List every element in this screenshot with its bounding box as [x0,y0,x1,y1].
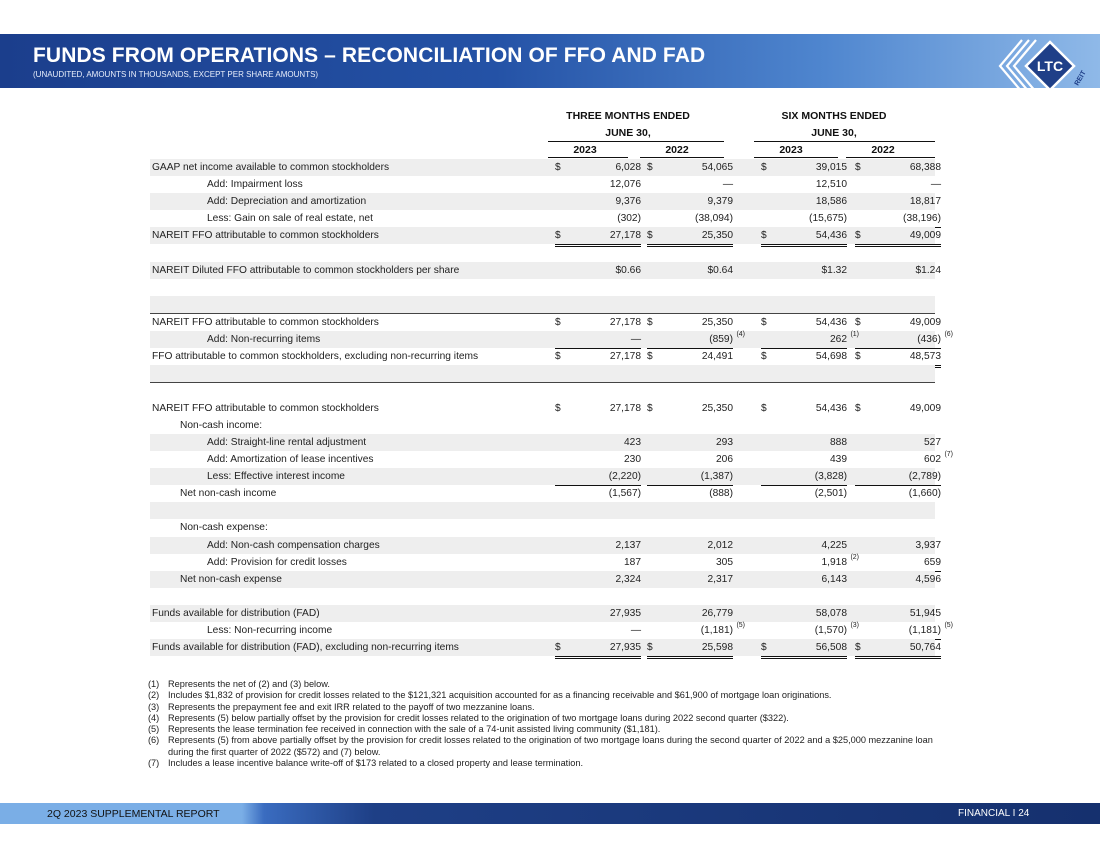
table-row [150,434,941,451]
currency-symbol: $ [647,642,653,653]
currency-symbol: $ [761,162,767,173]
table-cell [855,176,941,193]
row-label: Less: Non-recurring income [207,625,333,636]
three-months-rule [548,141,724,142]
currency-symbol: $ [761,230,767,241]
row-label: Funds available for distribution (FAD), excluding non-recurring items [152,642,459,653]
cell-value: 49,009 [909,403,941,414]
cell-value: (859) [709,334,733,345]
table-row [150,314,941,331]
cell-value: 25,350 [701,403,733,414]
currency-symbol: $ [761,642,767,653]
page-subtitle: (UNAUDITED, AMOUNTS IN THOUSANDS, EXCEPT PER SHARE AMOUNTS) [33,70,319,79]
row-label: Net non-cash expense [180,574,282,585]
svg-text:LTC: LTC [1036,58,1064,74]
cell-value: $1.32 [821,265,847,276]
table-cell [647,537,733,554]
footnote [148,690,936,701]
footnote [148,735,936,758]
table-cell [855,571,941,588]
cell-value: 24,491 [701,351,733,362]
table-cell [761,314,847,331]
page-title: FUNDS FROM OPERATIONS – RECONCILIATION OF FFO AND FAD [33,44,706,67]
spacer-row [150,365,935,383]
cell-value: — [930,179,941,190]
row-label: Non-cash expense: [180,522,268,533]
six-months-date: JUNE 30, [811,127,857,139]
footnote-tag: (2) [148,690,160,701]
table-row [150,605,941,622]
currency-symbol: $ [555,230,561,241]
cell-value: 27,178 [609,230,641,241]
table-row [150,331,953,348]
footnote [148,758,936,769]
table-cell [555,451,641,468]
row-label: Funds available for distribution (FAD) [152,608,320,619]
table-row [150,554,941,571]
row-label: NAREIT FFO attributable to common stockholders [152,403,379,414]
table-cell [555,314,641,331]
row-label: Net non-cash income [180,488,277,499]
cell-value: 187 [624,557,641,568]
table-row [150,519,935,536]
table-cell [855,434,941,451]
cell-value: 25,350 [701,230,733,241]
cell-value: 25,350 [701,317,733,328]
cell-value: 527 [924,437,941,448]
table-row [150,193,941,210]
currency-symbol: $ [855,403,861,414]
cell-value: 54,065 [701,162,733,173]
cell-value: (2,789) [908,471,941,482]
table-row [150,176,941,193]
cell-value: 439 [830,454,847,465]
table-cell [555,193,641,210]
currency-symbol: $ [855,317,861,328]
cell-value: 18,586 [815,196,847,207]
cell-value: 888 [830,437,847,448]
footnote-text: Represents (5) from above partially offset by the provision for credit losses related to the origination of two mortgage loans during the second quarter of 2022 and a $25,000 mezzanine loan during the first quarter of 2022 ($572) and (7) below. [168,735,933,757]
footnote-ref: (3) [850,622,859,629]
table-cell [855,639,941,659]
currency-symbol: $ [647,230,653,241]
cell-value: 27,935 [609,642,641,653]
table-row [150,537,941,554]
table-cell [647,262,733,279]
footnote-text: Represents the prepayment fee and exit IRR related to the payoff of two mezzanine loans. [168,701,535,712]
table-cell [555,210,641,228]
table-cell [855,193,941,210]
cell-value: 49,009 [909,317,941,328]
table-cell [761,400,847,417]
footnote-text: Includes a lease incentive balance write-off of $173 related to a closed property and lease termination. [168,758,584,769]
cell-value: 2,324 [615,574,641,585]
table-cell [761,210,847,228]
row-label: Add: Amortization of lease incentives [207,454,374,465]
table-cell [855,451,953,468]
six-months-header: SIX MONTHS ENDED [781,110,887,122]
table-cell [647,554,733,572]
cell-value: 54,436 [815,403,847,414]
footnotes [148,679,936,769]
report-name: 2Q 2023 SUPPLEMENTAL REPORT [47,808,220,820]
table-cell [647,159,733,176]
row-label: GAAP net income available to common stockholders [152,162,390,173]
cell-value: 49,009 [909,230,941,241]
table-cell [761,605,847,622]
table-cell [761,176,847,193]
cell-value: (15,675) [809,213,847,224]
cell-value: 51,945 [909,608,941,619]
table-cell [761,571,847,588]
cell-value: 206 [716,454,733,465]
cell-value: (38,094) [695,213,733,224]
currency-symbol: $ [555,351,561,362]
cell-value: 9,379 [707,196,733,207]
cell-value: 48,573 [909,351,941,362]
table-cell [647,622,745,640]
table-row [150,622,953,639]
table-cell [761,639,847,659]
cell-value: 4,225 [821,540,847,551]
cell-value: — [630,334,641,345]
cell-value: (38,196) [903,213,941,224]
three-months-header: THREE MONTHS ENDED [566,110,690,122]
currency-symbol: $ [761,351,767,362]
table-cell [761,331,859,349]
table-row [150,348,941,365]
cell-value: 1,918 [821,557,847,568]
row-label: Add: Impairment loss [207,179,303,190]
cell-value: 2,012 [707,540,733,551]
cell-value: 230 [624,454,641,465]
cell-value: 54,698 [815,351,847,362]
row-label: Add: Non-recurring items [207,334,321,345]
cell-value: 423 [624,437,641,448]
table-cell [555,537,641,554]
table-cell [647,485,733,502]
cell-value: 2,137 [615,540,641,551]
table-cell [855,331,953,349]
year-header: 2022 [871,144,895,156]
table-cell [647,400,733,417]
cell-value: 39,015 [815,162,847,173]
table-row [150,417,935,434]
footnote-tag: (4) [148,712,160,723]
footnote [148,713,936,724]
currency-symbol: $ [761,317,767,328]
cell-value: 25,598 [701,642,733,653]
table-cell [555,434,641,451]
cell-value: (1,570) [814,625,847,636]
table-cell [555,605,641,622]
currency-symbol: $ [555,642,561,653]
three-months-date: JUNE 30, [605,127,651,139]
table-row [150,262,941,279]
table-cell [761,622,859,640]
ltc-reit-logo [994,30,1094,102]
footnote-ref: (6) [944,331,953,338]
spacer-row [150,502,935,519]
currency-symbol: $ [647,351,653,362]
row-label: NAREIT FFO attributable to common stockholders [152,230,379,241]
row-label: Add: Depreciation and amortization [207,196,367,207]
year-header: 2023 [573,144,597,156]
cell-value: 305 [716,557,733,568]
table-cell [855,262,941,279]
footnote-tag: (6) [148,735,160,746]
table-cell [647,314,733,331]
row-label: NAREIT Diluted FFO attributable to common stockholders per share [152,265,460,276]
footnote-text: Includes $1,832 of provision for credit losses related to the $121,321 acquisition accounted for as a financing receivable and $61,900 of mortgage loan originations. [168,690,832,701]
table-cell [855,468,941,486]
table-cell [647,193,733,210]
year-rule [640,157,724,158]
table-cell [555,227,641,247]
table-cell [855,554,941,572]
table-cell [647,639,733,659]
table-cell [555,176,641,193]
table-cell [555,485,641,502]
table-cell [761,451,847,468]
currency-symbol: $ [855,351,861,362]
table-cell [761,434,847,451]
table-cell [555,571,641,588]
table-row [150,400,941,417]
currency-symbol: $ [647,317,653,328]
cell-value: (302) [617,213,641,224]
row-label: Less: Effective interest income [207,471,345,482]
svg-text:REIT: REIT [1073,69,1088,87]
cell-value: (2,501) [814,488,847,499]
row-label: Non-cash income: [180,420,263,431]
footnote-text: Represents (5) below partially offset by the provision for credit losses related to the origination of two mortgage loans during 2022 second quarter ($322). [168,712,789,723]
footnote-tag: (1) [148,679,160,689]
currency-symbol: $ [647,403,653,414]
currency-symbol: $ [855,642,861,653]
footnote-tag: (7) [148,758,160,769]
table-cell [555,159,641,176]
footnote [148,724,936,735]
table-cell [555,400,641,417]
footnote-tag: (5) [148,724,160,735]
page-number: FINANCIAL I 24 [958,808,1030,819]
cell-value: $0.66 [615,265,641,276]
cell-value: (2,220) [608,471,641,482]
cell-value: 68,388 [909,162,941,173]
footnote [148,679,936,690]
cell-value: 6,028 [615,162,641,173]
table-cell [555,331,641,349]
footnote-text: Represents the lease termination fee received in connection with the sale of a 74-unit assisted living community ($1,181). [168,724,661,735]
cell-value: (1,567) [608,488,641,499]
cell-value: — [630,625,641,636]
currency-symbol: $ [555,403,561,414]
table-row [150,639,941,656]
table-cell [647,605,733,622]
currency-symbol: $ [555,162,561,173]
table-row [150,451,953,468]
currency-symbol: $ [647,162,653,173]
cell-value: 3,937 [915,540,941,551]
cell-value: (888) [709,488,733,499]
row-label: Add: Straight-line rental adjustment [207,437,367,448]
table-cell [761,554,859,572]
currency-symbol: $ [555,317,561,328]
cell-value: 27,178 [609,317,641,328]
cell-value: 6,143 [821,574,847,585]
footnote [148,702,936,713]
table-cell [855,605,941,622]
table-cell [855,159,941,176]
footnote-ref: (1) [850,331,859,338]
table-row [150,159,941,176]
footnote-ref: (4) [736,331,745,338]
currency-symbol: $ [855,230,861,241]
cell-value: (1,181) [700,625,733,636]
table-cell [855,622,953,640]
year-header: 2023 [779,144,803,156]
cell-value: 12,510 [815,179,847,190]
year-rule [548,157,628,158]
table-cell [855,537,941,554]
cell-value: (436) [917,334,941,345]
cell-value: (1,387) [700,471,733,482]
cell-value: 54,436 [815,230,847,241]
table-cell [647,210,733,228]
cell-value: (1,660) [908,488,941,499]
cell-value: 2,317 [707,574,733,585]
cell-value: 54,436 [815,317,847,328]
cell-value: 26,779 [701,608,733,619]
table-cell [761,537,847,554]
table-cell [555,622,641,640]
table-row [150,571,941,588]
currency-symbol: $ [855,162,861,173]
table-row [150,227,941,244]
cell-value: 293 [716,437,733,448]
cell-value: 12,076 [609,179,641,190]
row-label: Add: Non-cash compensation charges [207,540,380,551]
cell-value: 50,764 [909,642,941,653]
table-cell [647,434,733,451]
table-cell [761,485,847,502]
footnote-ref: (2) [850,554,859,561]
cell-value: 27,178 [609,351,641,362]
cell-value: 9,376 [615,196,641,207]
row-label: Add: Provision for credit losses [207,557,347,568]
cell-value: $0.64 [707,265,733,276]
table-cell [555,639,641,659]
cell-value: 602 [924,454,941,465]
table-row [150,468,941,485]
cell-value: — [722,179,733,190]
table-cell [647,331,745,349]
year-header: 2022 [665,144,689,156]
row-label: FFO attributable to common stockholders, excluding non-recurring items [152,351,479,362]
table-cell [555,468,641,486]
table-cell [647,227,733,247]
footnote-ref: (5) [944,622,953,629]
table-cell [647,451,733,468]
table-cell [855,485,941,502]
cell-value: 18,817 [909,196,941,207]
cell-value: 58,078 [815,608,847,619]
cell-value: $1.24 [915,265,941,276]
table-cell [761,468,847,486]
table-cell [647,176,733,193]
table-cell [647,571,733,588]
cell-value: (3,828) [814,471,847,482]
table-row [150,210,941,227]
table-cell [761,193,847,210]
year-rule [846,157,935,158]
table-cell [855,210,941,228]
table-cell [855,314,941,331]
currency-symbol: $ [761,403,767,414]
table-cell [761,262,847,279]
footnote-ref: (5) [736,622,745,629]
cell-value: 27,178 [609,403,641,414]
table-cell [555,262,641,279]
footnote-tag: (3) [148,701,160,712]
spacer-row [150,296,935,314]
year-rule [754,157,838,158]
row-label: NAREIT FFO attributable to common stockholders [152,317,379,328]
footnote-ref: (7) [944,451,953,458]
table-cell [855,227,941,247]
table-cell [761,227,847,247]
row-label: Less: Gain on sale of real estate, net [207,213,373,224]
cell-value: 27,935 [609,608,641,619]
cell-value: (1,181) [908,625,941,636]
table-cell [555,554,641,572]
cell-value: 4,596 [915,574,941,585]
table-cell [647,468,733,486]
cell-value: 56,508 [815,642,847,653]
cell-value: 659 [924,557,941,568]
footnote-text: Represents the net of (2) and (3) below. [168,679,330,689]
table-row [150,485,941,502]
six-months-rule [754,141,935,142]
table-cell [855,400,941,417]
cell-value: 262 [830,334,847,345]
table-cell [761,159,847,176]
